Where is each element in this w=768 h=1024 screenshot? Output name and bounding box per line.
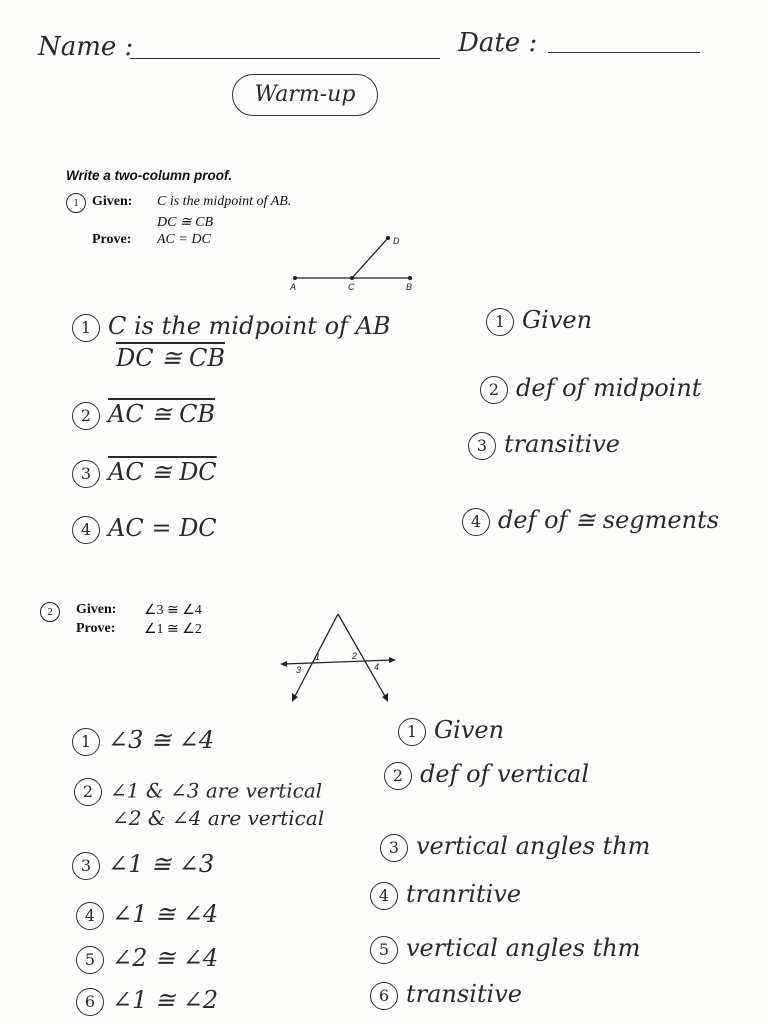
p2-statement-1-num: 1 [72,728,100,756]
p2-statement-1 [72,726,214,756]
point-b [408,276,412,280]
name-label: Name : [38,32,134,62]
p1-statement-2-num: 2 [72,402,100,430]
angle-label-1: 1 [315,652,321,662]
p2-statement-4-num: 4 [76,902,104,930]
p2-reason-5-text: vertical angles thm [406,934,641,962]
angle-label-3: 3 [296,665,302,675]
p1-reason-1 [486,306,592,336]
problem2-given-text: ∠3 ≅ ∠4 [144,603,202,618]
problem1-given-line2: DC ≅ CB [157,215,214,230]
p1-reason-3-text: transitive [504,430,620,458]
p1-statement-4-text: AC = DC [108,514,217,542]
p1-reason-2-text: def of midpoint [516,374,702,402]
p2-statement-2-text: ∠1 & ∠3 are vertical [110,778,323,803]
p2-reason-3-text: vertical angles thm [416,832,651,860]
warmup-badge: Warm-up [232,74,378,116]
p1-statement-1-text: C is the midpoint of AB [108,312,391,340]
p2-statement-2-num: 2 [74,778,102,806]
p1-reason-2-num: 2 [480,376,508,404]
p2-statement-4 [76,900,218,930]
p1-reason-4-text: def of ≅ segments [498,506,720,534]
arrow-left-icon [280,661,287,667]
p2-statement-1-text: ∠3 ≅ ∠4 [108,726,215,754]
p2-reason-1-num: 1 [398,718,426,746]
point-a [293,276,297,280]
p2-reason-5 [370,934,640,964]
problem2-given-label: Given: [76,602,117,617]
point-d [386,236,390,240]
p2-reason-2-num: 2 [384,762,412,790]
label-d: D [393,236,400,246]
date-label: Date : [458,28,538,58]
p2-reason-2-text: def of vertical [420,760,590,788]
instruction-heading: Write a two-column proof. [66,168,233,183]
p2-reason-3-num: 3 [380,834,408,862]
p2-statement-5 [76,944,218,974]
label-c: C [348,282,355,292]
p1-statement-1 [72,312,391,342]
p2-reason-4 [370,880,521,910]
p2-reason-5-num: 5 [370,936,398,964]
arrow-down-left-icon [292,693,298,702]
p1-statement-2-text: AC ≅ CB [108,400,216,428]
p1-statement-2 [72,400,215,430]
p1-statement-3-num: 3 [72,460,100,488]
problem1-figure [280,228,420,294]
p2-statement-2 [74,778,322,806]
p1-statement-1b [116,344,225,372]
p2-reason-4-num: 4 [370,882,398,910]
p2-reason-4-text: tranritive [406,880,522,908]
p1-reason-3-num: 3 [468,432,496,460]
p1-reason-1-num: 1 [486,308,514,336]
problem2-number: 2 [40,602,60,622]
p2-reason-3 [380,832,650,862]
angle-label-4: 4 [374,662,380,672]
p2-reason-1-text: Given [434,716,505,744]
point-c [350,276,354,280]
p2-reason-6-text: transitive [406,980,522,1008]
p2-statement-6-text: ∠1 ≅ ∠2 [112,986,219,1014]
p1-statement-3 [72,458,217,488]
p1-statement-3-text: AC ≅ DC [108,458,217,486]
p1-reason-4 [462,506,719,536]
p1-statement-4-num: 4 [72,516,100,544]
p2-statement-4-text: ∠1 ≅ ∠4 [112,900,219,928]
problem1-given-line1: C is the midpoint of AB. [157,194,292,209]
date-field-line [548,52,700,53]
problem1-prove-text: AC = DC [157,232,211,247]
p2-statement-6 [76,986,218,1016]
p2-statement-2-text2: ∠2 & ∠4 are vertical [112,806,325,830]
p1-statement-1-num: 1 [72,314,100,342]
p2-statement-3 [72,850,214,880]
p1-reason-2 [480,374,701,404]
p1-reason-1-text: Given [522,306,593,334]
label-b: B [406,282,413,292]
p2-reason-2 [384,760,589,790]
problem2-prove-text: ∠1 ≅ ∠2 [144,622,202,637]
right-ray [338,614,386,698]
p2-reason-6 [370,980,522,1010]
angle-label-2: 2 [352,651,358,661]
p2-statement-3-text: ∠1 ≅ ∠3 [108,850,215,878]
arrow-down-right-icon [382,693,388,702]
label-a: A [290,282,297,292]
p2-statement-5-num: 5 [76,946,104,974]
problem1-prove-label: Prove: [92,232,132,247]
p1-statement-1-text2: DC ≅ CB [116,344,225,372]
p1-statement-4 [72,514,217,544]
segment-cd [352,238,388,278]
p2-statement-6-num: 6 [76,988,104,1016]
p1-reason-4-num: 4 [462,508,490,536]
p2-statement-5-text: ∠2 ≅ ∠4 [112,944,219,972]
p1-reason-3 [468,430,620,460]
p2-statement-2b [112,806,324,830]
problem2-prove-label: Prove: [76,621,116,636]
arrow-right-icon [389,657,396,663]
problem1-number: 1 [66,193,86,213]
p2-statement-3-num: 3 [72,852,100,880]
p2-reason-1 [398,716,504,746]
problem1-given-label: Given: [92,194,133,209]
problem2-figure [278,608,398,704]
p2-reason-6-num: 6 [370,982,398,1010]
name-field-line [130,58,440,59]
